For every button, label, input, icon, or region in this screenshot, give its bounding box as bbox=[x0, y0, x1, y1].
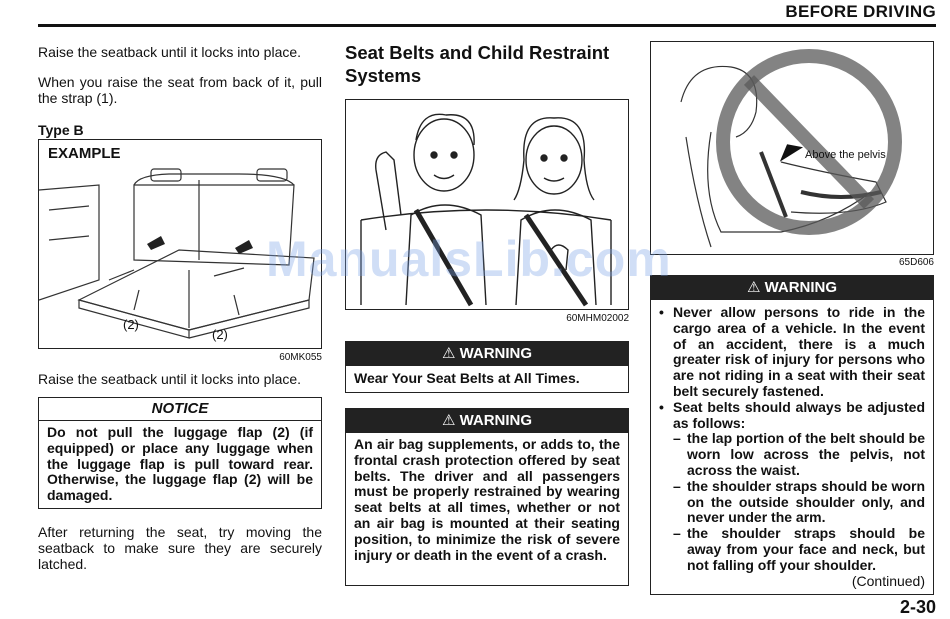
warning-3-body bbox=[651, 300, 933, 589]
warning-1-title: WARNING bbox=[459, 345, 533, 362]
page-number: 2-30 bbox=[899, 597, 936, 617]
figure-code-60mk055: 60MK055 bbox=[279, 352, 322, 363]
pelvis-figure bbox=[650, 41, 934, 255]
para-raise-seatback-2: Raise the seatback until it locks into place. bbox=[38, 371, 302, 387]
warning-3-header bbox=[651, 276, 933, 300]
warning-triangle-icon: ⚠ bbox=[441, 412, 456, 429]
section-heading: Seat Belts and Child Restraint Systems bbox=[345, 42, 610, 86]
dash-mark: – bbox=[673, 430, 681, 447]
para-after-returning: After returning the seat, try moving the seatback to make sure they are securely latched. bbox=[38, 524, 322, 572]
warning-bullet-2 bbox=[659, 400, 925, 432]
warning-1-text: Wear Your Seat Belts at All Times. bbox=[354, 370, 580, 386]
header-rule bbox=[38, 24, 936, 27]
warning-2-title: WARNING bbox=[459, 412, 533, 429]
figure-code-60mhm02002: 60MHM02002 bbox=[566, 313, 629, 324]
warning-box-2 bbox=[345, 408, 629, 586]
dash-mark: – bbox=[673, 525, 681, 542]
watermark: ManualsLib.com bbox=[266, 231, 672, 287]
callout-2-left: (2) bbox=[123, 317, 139, 332]
warning-box-3 bbox=[650, 275, 934, 595]
warning-dash-1 bbox=[659, 431, 925, 478]
warning-box-1 bbox=[345, 341, 629, 393]
notice-title: NOTICE bbox=[39, 398, 321, 421]
warning-triangle-icon: ⚠ bbox=[441, 345, 456, 362]
above-pelvis-label: Above the pelvis bbox=[805, 149, 886, 161]
para-raise-seat-strap: When you raise the seat from back of it, pull the strap (1). bbox=[38, 74, 322, 106]
bullet-1-text: Never allow persons to ride in the cargo area of a vehicle. In the event of an accident, there is a much greater risk of injury for persons who are not riding in a seat with their seat belt securely fastened. bbox=[673, 304, 925, 399]
warning-2-text: An air bag supplements, or adds to, the frontal crash protection offered by seat belts. The driver and all passengers must be properly restrained by wearing seat belts at all times, whether or not an air bag is mounted at their seating position, to minimize the risk of severe injury or death in the event of a crash. bbox=[354, 436, 620, 563]
warning-3-title: WARNING bbox=[764, 279, 838, 296]
warning-bullet-1 bbox=[659, 305, 925, 400]
incorrect-belt-illustration bbox=[651, 42, 932, 253]
callout-2-right: (2) bbox=[212, 327, 228, 342]
dash-2-text: the shoulder straps should be worn on the outside shoulder only, and never under the arm. bbox=[687, 477, 925, 526]
bullet-mark: • bbox=[659, 398, 664, 415]
dash-1-text: the lap portion of the belt should be worn low across the pelvis, not across the waist. bbox=[687, 430, 925, 478]
type-label: Type B bbox=[38, 122, 84, 138]
bullet-mark: • bbox=[659, 304, 664, 320]
section-title: BEFORE DRIVING bbox=[785, 2, 936, 21]
example-label: EXAMPLE bbox=[48, 145, 121, 162]
notice-text: Do not pull the luggage flap (2) (if equipped) or place any luggage when the luggage flap is pull toward rear. Otherwise, the luggage flap (2) will be damaged. bbox=[47, 424, 313, 504]
warning-dash-3 bbox=[659, 526, 925, 573]
dash-mark: – bbox=[673, 477, 681, 494]
continued-label: (Continued) bbox=[851, 572, 925, 589]
bullet-2-text: Seat belts should always be adjusted as follows: bbox=[673, 398, 925, 431]
warning-1-header bbox=[346, 342, 628, 366]
warning-2-header bbox=[346, 409, 628, 433]
dash-3-text: the shoulder straps should be away from your face and neck, but not falling off your shoulder. bbox=[687, 525, 925, 573]
figure-code-65d606: 65D606 bbox=[898, 257, 934, 268]
warning-triangle-icon: ⚠ bbox=[746, 279, 761, 296]
notice-box bbox=[38, 397, 322, 509]
warning-dash-2 bbox=[659, 479, 925, 526]
para-raise-seatback-1: Raise the seatback until it locks into place. bbox=[38, 44, 302, 60]
